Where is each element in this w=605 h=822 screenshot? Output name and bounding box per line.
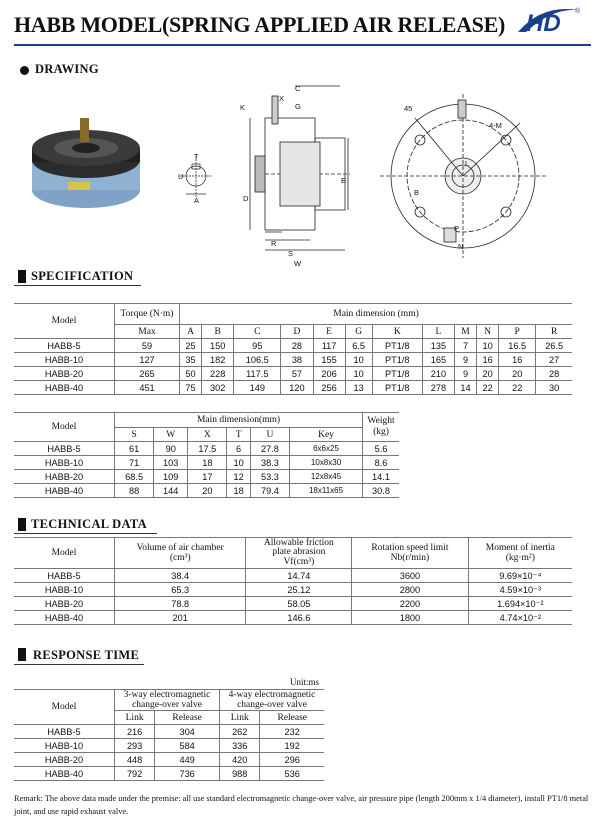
- tech-speed: 2800: [352, 583, 468, 597]
- drawing-section-title: DRAWING: [35, 62, 99, 76]
- table-row: [14, 569, 572, 583]
- spec-model: HABB-5: [14, 339, 115, 353]
- spec-col-e: E: [313, 325, 345, 339]
- spec2-key: 6x6x25: [290, 442, 363, 456]
- spec2-value: 17.5: [188, 442, 227, 456]
- spec2-value: 38.3: [250, 456, 289, 470]
- spec2-weight: 14.1: [363, 470, 400, 484]
- table-row: [14, 456, 399, 470]
- table-row: [14, 381, 572, 395]
- logo-registered-mark: ®: [575, 8, 581, 15]
- label-r: R: [271, 239, 277, 248]
- tech-speed-unit: Nb(r/min): [390, 553, 430, 563]
- tech-inertia: 4.59×10⁻³: [468, 583, 572, 597]
- technical-section-title: TECHNICAL DATA: [31, 517, 147, 531]
- tech-model: HABB-10: [14, 583, 115, 597]
- specification-section-title: SPECIFICATION: [31, 269, 134, 283]
- tech-volume-label: Volume of air chamber: [136, 543, 224, 553]
- resp-3way-release: 584: [155, 739, 220, 753]
- response-rule: [14, 664, 144, 665]
- tech-speed: 2200: [352, 597, 468, 611]
- spec2-col-w: W: [154, 428, 188, 442]
- spec2-weight-header: [363, 413, 400, 442]
- spec-value: 165: [422, 353, 454, 367]
- spec-value: 26.5: [536, 339, 572, 353]
- tech-abrasion: 25.12: [246, 583, 352, 597]
- resp-4way-link: 336: [220, 739, 260, 753]
- spec-value: 28: [536, 367, 572, 381]
- tech-speed: 3600: [352, 569, 468, 583]
- spec-value: 117: [313, 339, 345, 353]
- table-row: [14, 597, 572, 611]
- spec2-model: HABB-40: [14, 484, 115, 498]
- tech-volume-unit: (cm³): [169, 553, 191, 563]
- response-header-row: [14, 690, 324, 711]
- spec2-model-header: Model: [14, 413, 115, 442]
- spec-value: 256: [313, 381, 345, 395]
- technical-marker: [18, 518, 26, 531]
- spec2-value: 109: [154, 470, 188, 484]
- spec-value: 57: [281, 367, 313, 381]
- specification-marker: [18, 270, 26, 283]
- spec-value: 22: [477, 381, 499, 395]
- spec-value: 9: [454, 367, 476, 381]
- spec-value: 6.5: [345, 339, 372, 353]
- spec-value: 14: [454, 381, 476, 395]
- tech-inertia: 9.69×10⁻⁴: [468, 569, 572, 583]
- spec-col-k: K: [372, 325, 422, 339]
- spec2-value: 18: [227, 484, 250, 498]
- spec-col-l: L: [422, 325, 454, 339]
- label-s: S: [288, 249, 294, 258]
- spec-value: 135: [422, 339, 454, 353]
- spec2-value: 53.3: [250, 470, 289, 484]
- spec2-value: 6: [227, 442, 250, 456]
- spec-col-r: R: [536, 325, 572, 339]
- spec-value: 106.5: [234, 353, 281, 367]
- resp-3way-link: 792: [115, 767, 155, 781]
- table-row: [14, 767, 324, 781]
- spec2-model: HABB-5: [14, 442, 115, 456]
- resp-4way-link: 420: [220, 753, 260, 767]
- spec-value: PT1/8: [372, 353, 422, 367]
- tech-abrasion: 146.6: [246, 611, 352, 625]
- header-rule: [14, 44, 591, 46]
- resp-3way-label-2: change-over valve: [132, 700, 202, 710]
- tech-volume-header: [115, 538, 246, 569]
- resp-3way-link: 448: [115, 753, 155, 767]
- spec-value: 155: [313, 353, 345, 367]
- label-t: T: [194, 152, 199, 161]
- response-section-title: RESPONSE TIME: [33, 648, 140, 662]
- resp-3way-release: 736: [155, 767, 220, 781]
- label-p: P: [454, 224, 460, 233]
- resp-4way-label-1: 4-way electromagnetic: [228, 690, 316, 700]
- resp-model: HABB-10: [14, 739, 115, 753]
- spec2-value: 88: [115, 484, 154, 498]
- label-a: A: [194, 196, 200, 205]
- response-unit: Unit:ms: [290, 677, 320, 687]
- table-row: [14, 470, 399, 484]
- label-4-m: 4-M: [489, 121, 502, 130]
- spec-value: 10: [345, 353, 372, 367]
- resp-3way-header: [115, 690, 220, 711]
- resp-4way-link: 988: [220, 767, 260, 781]
- table-row: [14, 739, 324, 753]
- label-k: K: [240, 103, 246, 112]
- spec2-weight: 5.6: [363, 442, 400, 456]
- resp-model: HABB-20: [14, 753, 115, 767]
- table-row: [14, 583, 572, 597]
- response-marker: [18, 648, 26, 661]
- resp-4way-release: 296: [260, 753, 324, 767]
- spec-value: 228: [202, 367, 234, 381]
- spec2-value: 27.8: [250, 442, 289, 456]
- spec-model: HABB-20: [14, 367, 115, 381]
- spec-col-n: N: [477, 325, 499, 339]
- spec-col-a: A: [180, 325, 202, 339]
- spec-col-p: P: [499, 325, 536, 339]
- tech-model: HABB-5: [14, 569, 115, 583]
- spec-value: PT1/8: [372, 381, 422, 395]
- spec-max-header: Max: [115, 325, 180, 339]
- spec2-key: 12x8x45: [290, 470, 363, 484]
- hd-logo: [512, 2, 584, 40]
- response-table: [14, 689, 324, 781]
- spec2-value: 10: [227, 456, 250, 470]
- spec-torque-max: 265: [115, 367, 180, 381]
- spec-model: HABB-10: [14, 353, 115, 367]
- tech-volume: 38.4: [115, 569, 246, 583]
- spec-value: 38: [281, 353, 313, 367]
- tech-speed: 1800: [352, 611, 468, 625]
- table-row: [14, 442, 399, 456]
- spec-value: 30: [536, 381, 572, 395]
- resp-4way-release: 192: [260, 739, 324, 753]
- spec-value: 16: [477, 353, 499, 367]
- spec-value: 120: [281, 381, 313, 395]
- table-row: [14, 611, 572, 625]
- spec2-value: 61: [115, 442, 154, 456]
- spec2-model: HABB-20: [14, 470, 115, 484]
- remark-text: Remark: The above data made under the premise: all use standard electromagnetic change-over valve, air pressure pipe (length 200mm x 1/4 diameter), install PT1/8 metal joint, and use rapid exhaust valve.: [14, 794, 589, 816]
- resp-4way-link: 262: [220, 725, 260, 739]
- front-view: [380, 94, 546, 258]
- tech-abrasion-unit: Vf(cm³): [283, 556, 315, 567]
- spec-value: 75: [180, 381, 202, 395]
- spec2-value: 90: [154, 442, 188, 456]
- spec-model-header: Model: [14, 304, 115, 339]
- spec-main-dimension-header: Main dimension (mm): [180, 304, 573, 325]
- tech-abrasion-header: [246, 538, 352, 569]
- spec-value: 20: [477, 367, 499, 381]
- spec2-weight: 8.6: [363, 456, 400, 470]
- spec2-value: 12: [227, 470, 250, 484]
- technical-table: [14, 537, 572, 625]
- technical-rule: [14, 533, 157, 534]
- spec-col-c: C: [234, 325, 281, 339]
- spec-table-main: [14, 303, 572, 395]
- product-photo: [32, 118, 140, 208]
- label-c: C: [295, 84, 301, 93]
- label-w: W: [294, 259, 302, 268]
- spec-value: 28: [281, 339, 313, 353]
- tech-abrasion: 14.74: [246, 569, 352, 583]
- spec-torque-header: Torque (N·m): [115, 304, 180, 325]
- label-l: L: [465, 159, 470, 168]
- spec-value: 16: [499, 353, 536, 367]
- spec-value: 149: [234, 381, 281, 395]
- spec-torque-max: 59: [115, 339, 180, 353]
- table-row: [14, 353, 572, 367]
- resp-3way-release-header: Release: [155, 711, 220, 725]
- spec-torque-max: 127: [115, 353, 180, 367]
- table-row: [14, 339, 572, 353]
- spec-col-d: D: [281, 325, 313, 339]
- resp-model: HABB-40: [14, 767, 115, 781]
- spec2-value: 71: [115, 456, 154, 470]
- spec-value: 10: [345, 367, 372, 381]
- spec2-col-key: Key: [290, 428, 363, 442]
- tech-model: HABB-40: [14, 611, 115, 625]
- resp-model: HABB-5: [14, 725, 115, 739]
- resp-3way-release: 304: [155, 725, 220, 739]
- logo-text: HD: [526, 10, 561, 37]
- resp-4way-header: [220, 690, 324, 711]
- spec-value: 7: [454, 339, 476, 353]
- spec-value: 150: [202, 339, 234, 353]
- table-row: [14, 725, 324, 739]
- spec2-value: 68.5: [115, 470, 154, 484]
- resp-4way-link-header: Link: [220, 711, 260, 725]
- label-x: X: [279, 94, 285, 103]
- spec2-value: 79.4: [250, 484, 289, 498]
- table-row: [14, 367, 572, 381]
- spec2-col-x: X: [188, 428, 227, 442]
- label-b: B: [414, 188, 420, 197]
- spec2-key: 18x11x65: [290, 484, 363, 498]
- resp-3way-link: 216: [115, 725, 155, 739]
- resp-4way-release: 232: [260, 725, 324, 739]
- tech-inertia: 4.74×10⁻²: [468, 611, 572, 625]
- tech-inertia-header: [468, 538, 572, 569]
- spec2-weight: 30.8: [363, 484, 400, 498]
- spec2-model: HABB-10: [14, 456, 115, 470]
- spec-value: 95: [234, 339, 281, 353]
- page-title: HABB MODEL(SPRING APPLIED AIR RELEASE): [14, 12, 506, 37]
- label-45: 45: [404, 104, 413, 113]
- spec-col-b: B: [202, 325, 234, 339]
- spec2-col-t: T: [227, 428, 250, 442]
- tech-volume: 78.8: [115, 597, 246, 611]
- label-u: U: [178, 172, 184, 181]
- spec-value: 182: [202, 353, 234, 367]
- spec-torque-max: 451: [115, 381, 180, 395]
- specification-rule: [14, 285, 141, 286]
- tech-abrasion-label-2: plate abrasion: [272, 547, 326, 558]
- resp-4way-label-2: change-over valve: [237, 700, 307, 710]
- spec-value: 210: [422, 367, 454, 381]
- table-row: [14, 753, 324, 767]
- spec2-weight-label: Weight: [367, 416, 395, 426]
- tech-inertia-unit: (kg·m²): [505, 553, 535, 563]
- tech-abrasion-label-1: Allowable friction: [263, 537, 334, 548]
- label-g: G: [295, 102, 301, 111]
- spec-value: PT1/8: [372, 367, 422, 381]
- spec2-value: 144: [154, 484, 188, 498]
- tech-volume: 201: [115, 611, 246, 625]
- spec-value: 9: [454, 353, 476, 367]
- tech-model: HABB-20: [14, 597, 115, 611]
- spec-value: 13: [345, 381, 372, 395]
- resp-3way-link: 293: [115, 739, 155, 753]
- spec-col-m: M: [454, 325, 476, 339]
- shaft-key-view: [180, 156, 212, 198]
- spec2-value: 20: [188, 484, 227, 498]
- tech-speed-header: [352, 538, 468, 569]
- spec2-value: 17: [188, 470, 227, 484]
- tech-speed-label: Rotation speed limit: [371, 543, 449, 553]
- tech-model-header: Model: [14, 538, 115, 569]
- tech-inertia: 1.694×10⁻²: [468, 597, 572, 611]
- spec-value: 25: [180, 339, 202, 353]
- spec-table-secondary: [14, 412, 399, 498]
- technical-header-row: [14, 538, 572, 569]
- label-d: D: [243, 194, 249, 203]
- spec2-key: 10x8x30: [290, 456, 363, 470]
- spec-value: 302: [202, 381, 234, 395]
- resp-4way-release-header: Release: [260, 711, 324, 725]
- resp-3way-release: 449: [155, 753, 220, 767]
- spec-value: 50: [180, 367, 202, 381]
- spec-col-g: G: [345, 325, 372, 339]
- label-n: N: [458, 242, 464, 251]
- resp-3way-link-header: Link: [115, 711, 155, 725]
- spec-value: 10: [477, 339, 499, 353]
- drawing-bullet: [20, 66, 29, 75]
- resp-model-header: Model: [14, 690, 115, 725]
- spec-value: 16.5: [499, 339, 536, 353]
- resp-4way-release: 536: [260, 767, 324, 781]
- spec2-weight-unit: (kg): [373, 427, 389, 437]
- spec2-main-dimension-header: Main dimension(mm): [115, 413, 363, 428]
- spec2-value: 18: [188, 456, 227, 470]
- tech-abrasion: 58.05: [246, 597, 352, 611]
- table-row: [14, 484, 399, 498]
- spec-value: 27: [536, 353, 572, 367]
- spec-value: PT1/8: [372, 339, 422, 353]
- spec-value: 206: [313, 367, 345, 381]
- spec-model: HABB-40: [14, 381, 115, 395]
- spec-value: 278: [422, 381, 454, 395]
- resp-3way-label-1: 3-way electromagnetic: [123, 690, 211, 700]
- label-e: E: [341, 176, 347, 185]
- spec-value: 20: [499, 367, 536, 381]
- spec2-col-s: S: [115, 428, 154, 442]
- spec-value: 35: [180, 353, 202, 367]
- spec-value: 117.5: [234, 367, 281, 381]
- spec-value: 22: [499, 381, 536, 395]
- spec2-col-u: U: [250, 428, 289, 442]
- spec2-value: 103: [154, 456, 188, 470]
- tech-inertia-label: Moment of inertia: [485, 543, 555, 553]
- tech-volume: 65.3: [115, 583, 246, 597]
